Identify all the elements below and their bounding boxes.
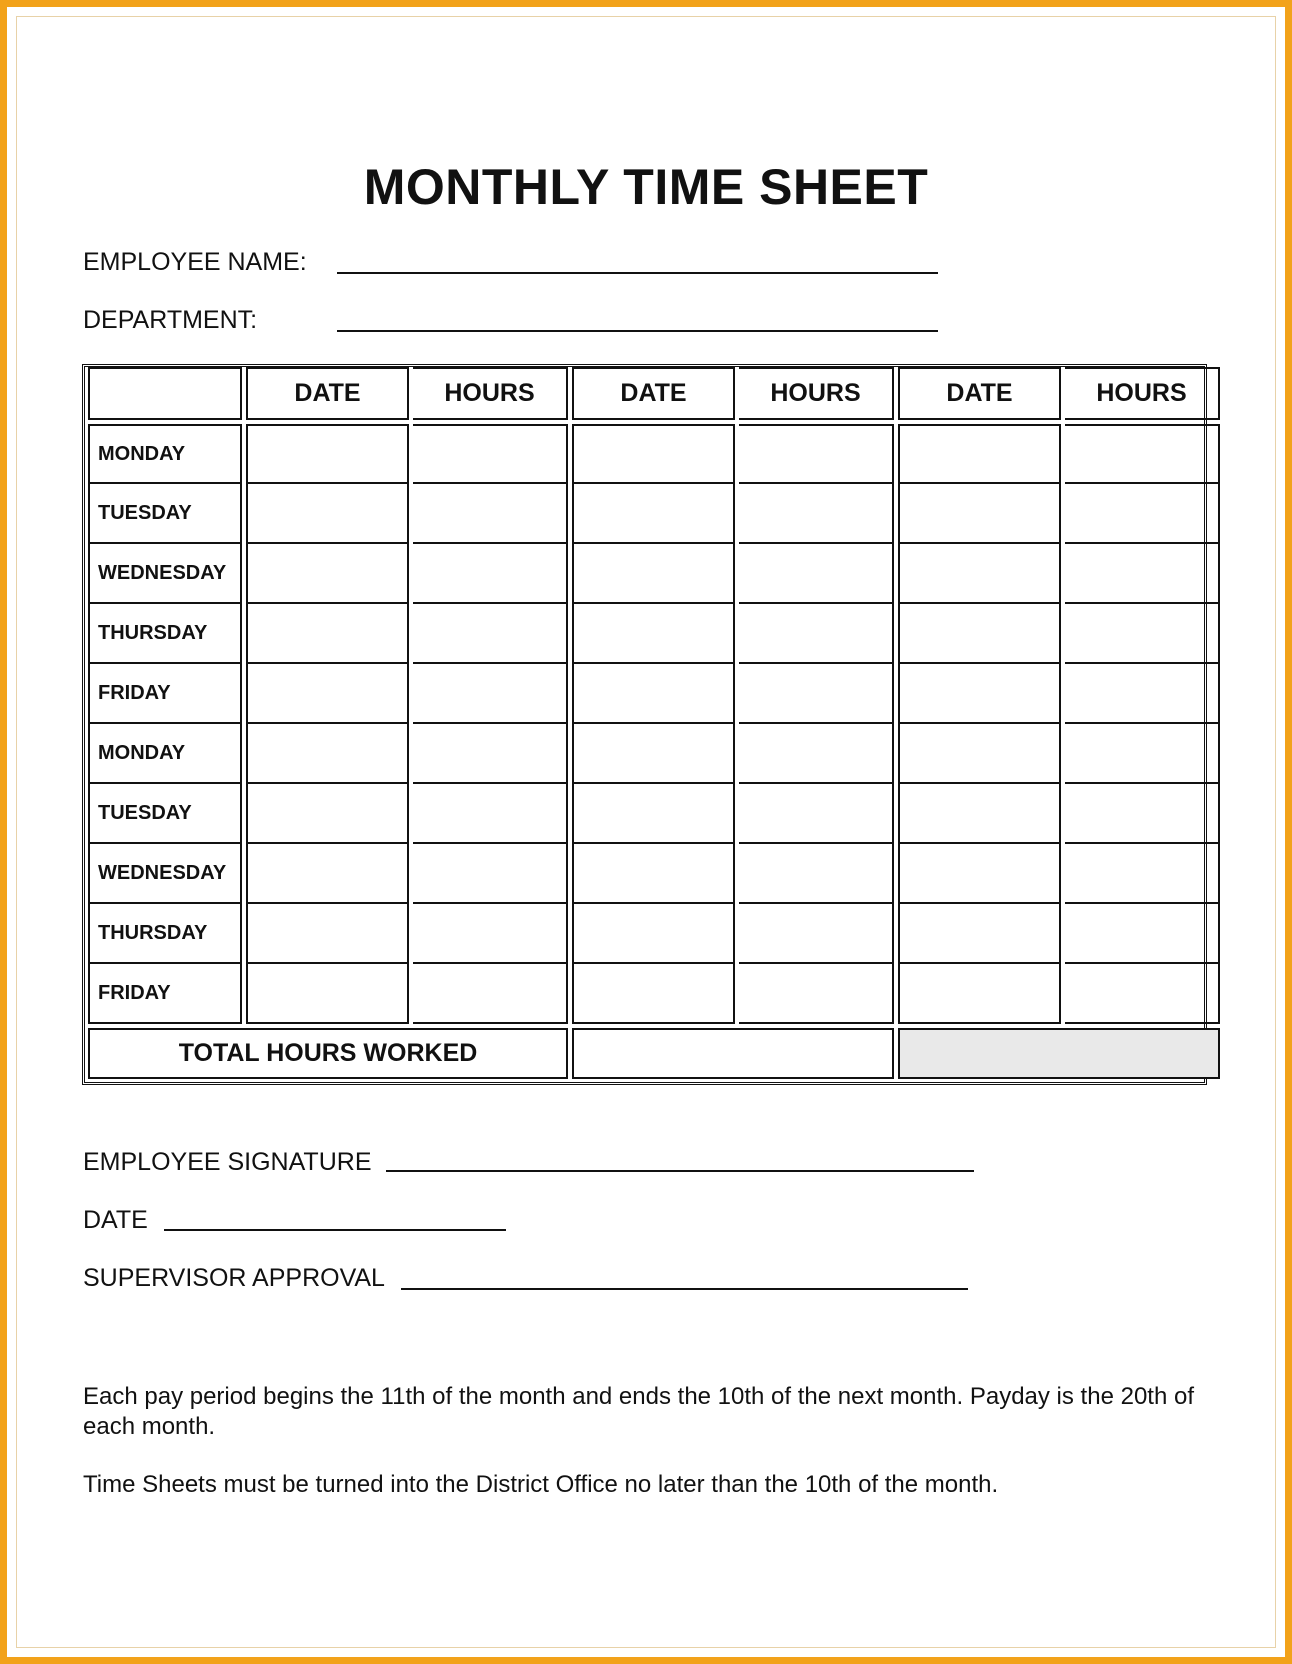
header-row	[88, 367, 1220, 420]
hours-cell[interactable]	[1065, 904, 1220, 964]
table-row	[88, 664, 1220, 724]
date-cell[interactable]	[572, 664, 735, 724]
day-label: TUESDAY	[88, 484, 242, 544]
hours-cell[interactable]	[739, 484, 894, 544]
hours-cell[interactable]	[413, 784, 568, 844]
table-row	[88, 724, 1220, 784]
hours-cell[interactable]	[1065, 844, 1220, 904]
hours-cell[interactable]	[739, 424, 894, 484]
hours-cell[interactable]	[413, 544, 568, 604]
table-row	[88, 424, 1220, 484]
total-hours-label: TOTAL HOURS WORKED	[88, 1028, 568, 1079]
employee-name-label: EMPLOYEE NAME:	[83, 248, 307, 276]
date-cell[interactable]	[898, 844, 1061, 904]
date-cell[interactable]	[246, 604, 409, 664]
date-cell[interactable]	[572, 424, 735, 484]
hours-cell[interactable]	[739, 784, 894, 844]
day-label: TUESDAY	[88, 784, 242, 844]
hours-cell[interactable]	[1065, 424, 1220, 484]
day-label: MONDAY	[88, 724, 242, 784]
hours-cell[interactable]	[413, 904, 568, 964]
total-hours-cell[interactable]	[572, 1028, 894, 1079]
table-row	[88, 544, 1220, 604]
date-cell[interactable]	[572, 604, 735, 664]
header-corner-cell	[88, 367, 242, 420]
hours-cell[interactable]	[413, 724, 568, 784]
hours-cell[interactable]	[739, 904, 894, 964]
day-label: THURSDAY	[88, 904, 242, 964]
pay-period-note: Each pay period begins the 11th of the month and ends the 10th of the next month. Payday is the 20th of each month.	[83, 1383, 1194, 1440]
supervisor-approval-label: SUPERVISOR APPROVAL	[83, 1264, 385, 1292]
hours-cell[interactable]	[1065, 544, 1220, 604]
date-cell[interactable]	[898, 544, 1061, 604]
hours-cell[interactable]	[413, 484, 568, 544]
employee-signature-label: EMPLOYEE SIGNATURE	[83, 1148, 372, 1176]
hours-cell[interactable]	[1065, 604, 1220, 664]
table-row	[88, 604, 1220, 664]
column-header: HOURS	[1065, 367, 1220, 420]
date-cell[interactable]	[246, 724, 409, 784]
hours-cell[interactable]	[413, 664, 568, 724]
hours-cell[interactable]	[1065, 964, 1220, 1024]
page-title: MONTHLY TIME SHEET	[363, 159, 929, 215]
date-cell[interactable]	[898, 904, 1061, 964]
hours-cell[interactable]	[1065, 724, 1220, 784]
table-row	[88, 784, 1220, 844]
supervisor-approval-field[interactable]	[401, 1288, 968, 1290]
column-header: DATE	[246, 367, 409, 420]
deadline-note: Time Sheets must be turned into the District Office no later than the 10th of the month.	[83, 1471, 999, 1498]
table-row	[88, 484, 1220, 544]
day-label: FRIDAY	[88, 964, 242, 1024]
column-header: HOURS	[413, 367, 568, 420]
timesheet-table	[84, 367, 1224, 1079]
column-header: DATE	[572, 367, 735, 420]
hours-cell[interactable]	[413, 964, 568, 1024]
employee-signature-field[interactable]	[386, 1170, 974, 1172]
date-cell[interactable]	[572, 964, 735, 1024]
date-cell[interactable]	[572, 544, 735, 604]
date-cell[interactable]	[246, 544, 409, 604]
total-row	[88, 1028, 1220, 1079]
hours-cell[interactable]	[1065, 784, 1220, 844]
date-cell[interactable]	[898, 604, 1061, 664]
table-row	[88, 964, 1220, 1024]
hours-cell[interactable]	[739, 664, 894, 724]
signature-date-field[interactable]	[164, 1229, 506, 1231]
date-cell[interactable]	[898, 724, 1061, 784]
column-header: HOURS	[739, 367, 894, 420]
date-cell[interactable]	[898, 784, 1061, 844]
hours-cell[interactable]	[1065, 664, 1220, 724]
hours-cell[interactable]	[739, 604, 894, 664]
hours-cell[interactable]	[1065, 484, 1220, 544]
date-cell[interactable]	[898, 964, 1061, 1024]
day-label: THURSDAY	[88, 604, 242, 664]
date-cell[interactable]	[572, 784, 735, 844]
hours-cell[interactable]	[739, 964, 894, 1024]
date-cell[interactable]	[572, 904, 735, 964]
department-label: DEPARTMENT:	[83, 306, 258, 334]
day-label: MONDAY	[88, 424, 242, 484]
day-label: WEDNESDAY	[88, 544, 242, 604]
total-hours-shaded-cell	[898, 1028, 1220, 1079]
date-cell[interactable]	[246, 784, 409, 844]
date-cell[interactable]	[898, 664, 1061, 724]
date-cell[interactable]	[246, 424, 409, 484]
date-cell[interactable]	[246, 664, 409, 724]
employee-name-field[interactable]	[337, 272, 938, 274]
date-cell[interactable]	[898, 424, 1061, 484]
date-cell[interactable]	[246, 844, 409, 904]
day-label: WEDNESDAY	[88, 844, 242, 904]
signature-date-label: DATE	[83, 1206, 148, 1234]
date-cell[interactable]	[572, 844, 735, 904]
date-cell[interactable]	[246, 964, 409, 1024]
table-row	[88, 904, 1220, 964]
column-header: DATE	[898, 367, 1061, 420]
date-cell[interactable]	[898, 484, 1061, 544]
day-label: FRIDAY	[88, 664, 242, 724]
date-cell[interactable]	[572, 724, 735, 784]
hours-cell[interactable]	[739, 844, 894, 904]
date-cell[interactable]	[246, 484, 409, 544]
date-cell[interactable]	[246, 904, 409, 964]
hours-cell[interactable]	[739, 544, 894, 604]
department-field[interactable]	[337, 330, 938, 332]
hours-cell[interactable]	[413, 844, 568, 904]
date-cell[interactable]	[572, 484, 735, 544]
hours-cell[interactable]	[413, 604, 568, 664]
hours-cell[interactable]	[413, 424, 568, 484]
table-row	[88, 844, 1220, 904]
hours-cell[interactable]	[739, 724, 894, 784]
